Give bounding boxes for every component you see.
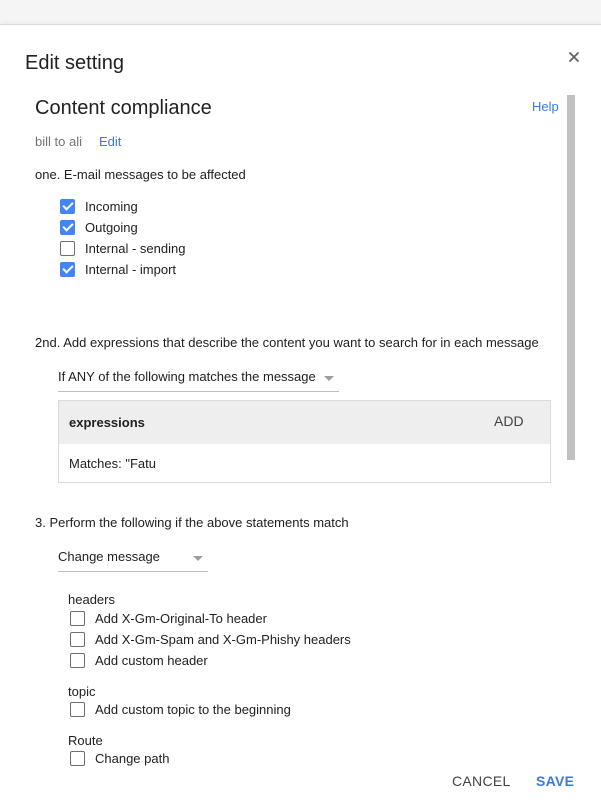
checkbox-internal-import[interactable] — [60, 259, 176, 279]
expression-row[interactable]: Matches: "Fatu — [69, 456, 156, 471]
checkbox-box[interactable] — [70, 702, 85, 717]
match-condition-select[interactable] — [58, 364, 339, 392]
section-title: Content compliance — [35, 97, 212, 119]
headers-heading: headers — [68, 592, 115, 607]
route-heading: Route — [68, 733, 103, 748]
checkbox-box[interactable] — [60, 199, 75, 214]
expressions-table — [58, 400, 551, 483]
save-button[interactable]: SAVE — [536, 773, 575, 789]
checkbox-outgoing[interactable] — [60, 217, 138, 237]
checkbox-box[interactable] — [60, 220, 75, 235]
checkbox-label: Change path — [95, 750, 170, 766]
checkbox-label: Add custom header — [95, 652, 208, 668]
step1-label: one. E-mail messages to be affected — [35, 167, 246, 182]
dropdown-arrow-icon — [193, 556, 203, 561]
checkbox-box[interactable] — [70, 653, 85, 668]
action-select[interactable] — [58, 544, 208, 572]
step2-label: 2nd. Add expressions that describe the content you want to search for in each message — [35, 335, 539, 350]
edit-setting-dialog — [0, 24, 601, 809]
checkbox-box[interactable] — [70, 632, 85, 647]
checkbox-label: Internal - import — [85, 261, 177, 277]
dialog-content[interactable] — [0, 95, 601, 766]
cancel-button[interactable]: CANCEL — [452, 773, 511, 789]
checkbox-incoming[interactable] — [60, 196, 138, 216]
checkbox-label: Add X-Gm-Spam and X-Gm-Phishy headers — [95, 631, 351, 647]
checkbox-box[interactable] — [60, 262, 75, 277]
help-link[interactable]: Help — [532, 99, 559, 114]
edit-name-link[interactable]: Edit — [99, 134, 122, 149]
checkbox-label: Outgoing — [85, 219, 138, 235]
dropdown-arrow-icon — [324, 376, 334, 381]
checkbox-add-custom-header[interactable] — [70, 650, 208, 670]
close-icon[interactable] — [566, 49, 582, 65]
setting-name: bill to ali — [35, 134, 82, 149]
select-value: Change message — [58, 549, 160, 564]
checkbox-box[interactable] — [60, 241, 75, 256]
checkbox-add-spam-phishy[interactable] — [70, 629, 351, 649]
checkbox-box[interactable] — [70, 611, 85, 626]
step3-label: 3. Perform the following if the above statements match — [35, 515, 349, 530]
dialog-title: Edit setting — [25, 52, 124, 74]
checkbox-label: Add X-Gm-Original-To header — [95, 610, 267, 626]
expressions-header — [59, 401, 550, 444]
checkbox-box[interactable] — [70, 751, 85, 766]
checkbox-label: Incoming — [85, 198, 138, 214]
scrollbar-thumb[interactable] — [567, 95, 575, 460]
add-expression-button[interactable]: ADD — [494, 413, 524, 429]
select-value: If ANY of the following matches the message — [58, 369, 316, 384]
checkbox-label: Add custom topic to the beginning — [95, 701, 291, 717]
checkbox-label: Internal - sending — [85, 240, 186, 256]
topic-heading: topic — [68, 684, 96, 699]
checkbox-add-original-to[interactable] — [70, 608, 267, 628]
expressions-header-label: expressions — [69, 415, 145, 430]
checkbox-change-path[interactable] — [70, 748, 169, 768]
checkbox-internal-sending[interactable] — [60, 238, 185, 258]
checkbox-add-custom-topic[interactable] — [70, 699, 291, 719]
